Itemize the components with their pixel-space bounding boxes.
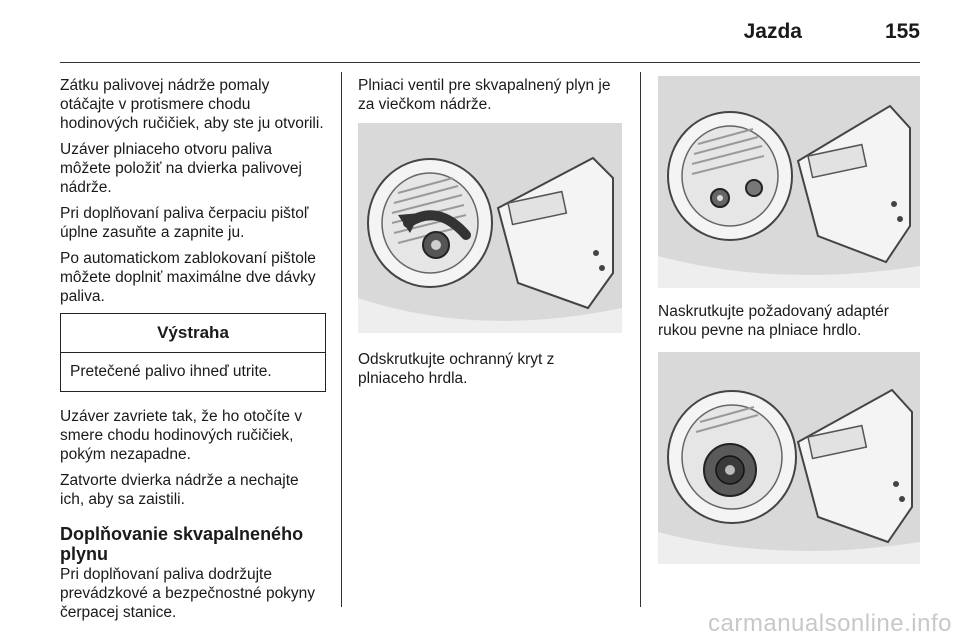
page-number: 155 [884,20,920,43]
fuel-flap-illustration [358,123,622,333]
figure-open-valve [658,76,920,288]
section-heading: Doplňovanie skvapalneného plynu [60,524,304,564]
column-divider [640,72,641,607]
column-middle [358,76,624,395]
paragraph: Pri doplňovaní paliva čerpaciu pištoľ úplne zasuňte a zapnite ju. [60,205,309,241]
watermark: carmanualsonline.info [708,610,952,637]
paragraph: Plniaci ventil pre skvapalnený plyn je za viečkom nádrže. [358,77,611,113]
column-divider [341,72,342,607]
paragraph: Pri doplňovaní paliva dodržujte prevádzkové a bezpečnostné pokyny čerpacej stanice. [60,566,316,621]
warning-box [60,313,326,392]
figure-caption: Odskrutkujte ochranný kryt z plniaceho hrdla. [358,351,555,387]
column-left [60,76,326,629]
figure-remove-cap [358,123,622,333]
paragraph: Zatvorte dvierka nádrže a nechajte ich, aby sa zaistili. [60,472,299,508]
paragraph: Uzáver plniaceho otvoru paliva môžete položiť na dvierka palivovej nádrže. [60,141,302,196]
section-title: Jazda [743,20,802,43]
paragraph: Uzáver zavriete tak, že ho otočíte v smere chodu hodinových ručičiek, pokým nezapadne. [60,408,303,463]
adapter-illustration [658,352,920,564]
page-header [60,0,920,63]
column-right [658,76,920,564]
figure-caption: Naskrutkujte požadovaný adaptér rukou pevne na plniace hrdlo. [658,303,889,339]
fuel-flap-open-illustration [658,76,920,288]
warning-title: Výstraha [61,314,325,353]
paragraph: Zátku palivovej nádrže pomaly otáčajte v protismere chodu hodinových ručičiek, aby ste ju otvorili. [60,77,324,132]
paragraph: Po automatickom zablokovaní pištole môžete doplniť maximálne dve dávky paliva. [60,250,316,305]
warning-text: Pretečené palivo ihneď utrite. [70,363,272,380]
figure-adapter [658,352,920,564]
